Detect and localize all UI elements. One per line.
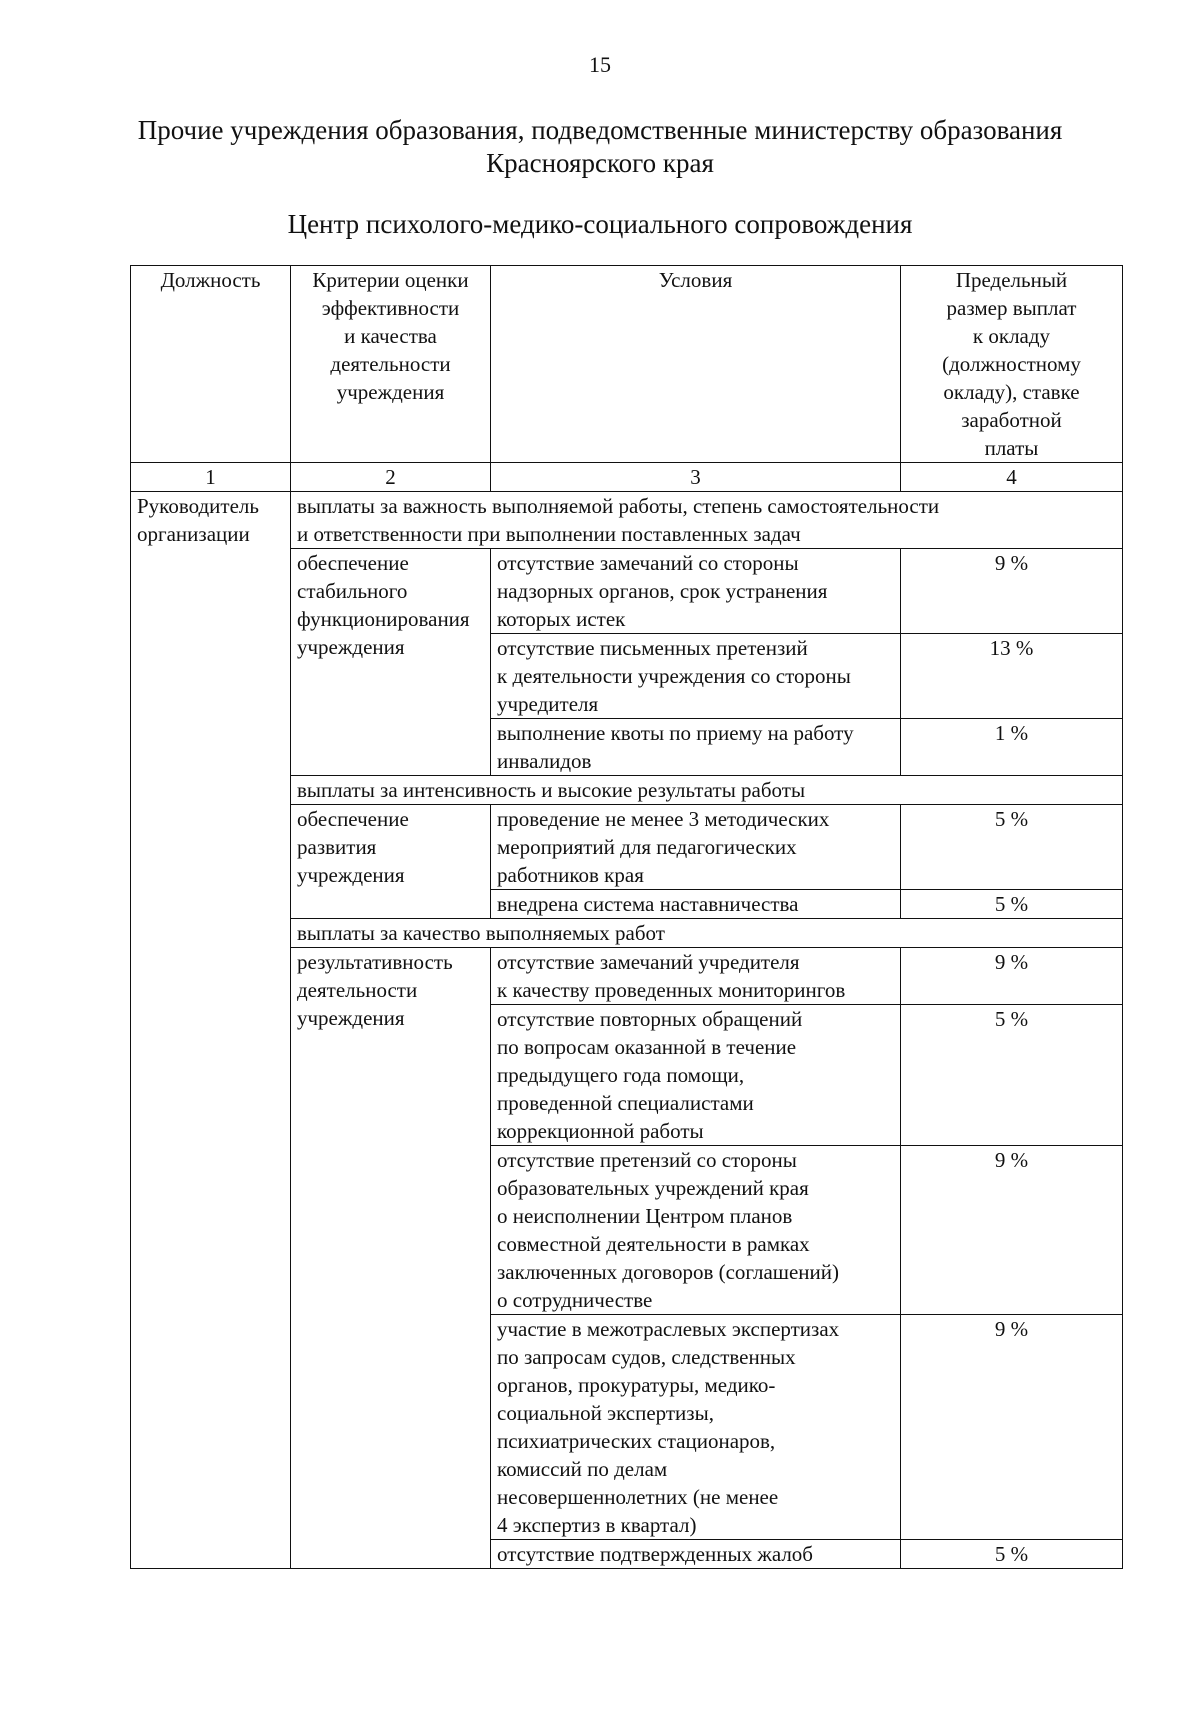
- condition-cell: внедрена система наставничества: [491, 890, 901, 919]
- header-position: Должность: [131, 266, 291, 463]
- criterion-cell: результативность деятельности учреждения: [291, 948, 491, 1569]
- criterion-cell: обеспечение развития учреждения: [291, 805, 491, 919]
- condition-cell: участие в межотраслевых экспертизах по запросам судов, следственных органов, прокуратуры, медико- социальной экспертизы, психиатрических стационаров, комиссий по делам несовершеннолетних (не менее 4 экспертиз в квартал): [491, 1315, 901, 1540]
- value-cell: 9 %: [901, 948, 1123, 1005]
- condition-cell: отсутствие повторных обращений по вопросам оказанной в течение предыдущего года помощи, проведенной специалистами коррекционной работы: [491, 1005, 901, 1146]
- value-cell: 5 %: [901, 890, 1123, 919]
- value-cell: 5 %: [901, 1540, 1123, 1569]
- criterion-cell: обеспечение стабильного функционирования учреждения: [291, 549, 491, 776]
- heading-line-1: Прочие учреждения образования, подведомственные министерству образования: [137, 115, 1063, 145]
- column-number: 4: [901, 463, 1123, 492]
- document-heading: [0, 114, 1200, 180]
- condition-cell: отсутствие замечаний учредителя к качеству проведенных мониторингов: [491, 948, 901, 1005]
- column-number: 1: [131, 463, 291, 492]
- condition-cell: отсутствие претензий со стороны образовательных учреждений края о неисполнении Центром планов совместной деятельности в рамках заключенных договоров (соглашений) о сотрудничестве: [491, 1146, 901, 1315]
- section-title: выплаты за качество выполняемых работ: [291, 919, 1123, 948]
- condition-cell: отсутствие письменных претензий к деятельности учреждения со стороны учредителя: [491, 634, 901, 719]
- criteria-table: [130, 265, 1123, 1569]
- condition-cell: выполнение квоты по приему на работу инвалидов: [491, 719, 901, 776]
- header-max-payment: Предельный размер выплат к окладу (должностному окладу), ставке заработной платы: [901, 266, 1123, 463]
- value-cell: 9 %: [901, 549, 1123, 634]
- page-number: 15: [589, 52, 611, 77]
- condition-cell: проведение не менее 3 методических мероприятий для педагогических работников края: [491, 805, 901, 890]
- value-cell: 9 %: [901, 1315, 1123, 1540]
- condition-cell: отсутствие подтвержденных жалоб: [491, 1540, 901, 1569]
- header-conditions: Условия: [491, 266, 901, 463]
- header-criteria: Критерии оценки эффективности и качества деятельности учреждения: [291, 266, 491, 463]
- value-cell: 5 %: [901, 805, 1123, 890]
- column-number-row: [131, 463, 1123, 492]
- section-title: выплаты за интенсивность и высокие результаты работы: [291, 776, 1123, 805]
- value-cell: 9 %: [901, 1146, 1123, 1315]
- value-cell: 5 %: [901, 1005, 1123, 1146]
- value-cell: 1 %: [901, 719, 1123, 776]
- column-number: 2: [291, 463, 491, 492]
- heading-line-2: Красноярского края: [486, 148, 714, 178]
- value-cell: 13 %: [901, 634, 1123, 719]
- section-title: выплаты за важность выполняемой работы, степень самостоятельности и ответственности при выполнении поставленных задач: [291, 492, 1123, 549]
- header-row: [131, 266, 1123, 463]
- column-number: 3: [491, 463, 901, 492]
- document-subheading: Центр психолого-медико-социального сопровождения: [287, 209, 913, 239]
- position-cell: Руководитель организации: [131, 492, 291, 1569]
- condition-cell: отсутствие замечаний со стороны надзорных органов, срок устранения которых истек: [491, 549, 901, 634]
- section-title-row: [131, 492, 1123, 549]
